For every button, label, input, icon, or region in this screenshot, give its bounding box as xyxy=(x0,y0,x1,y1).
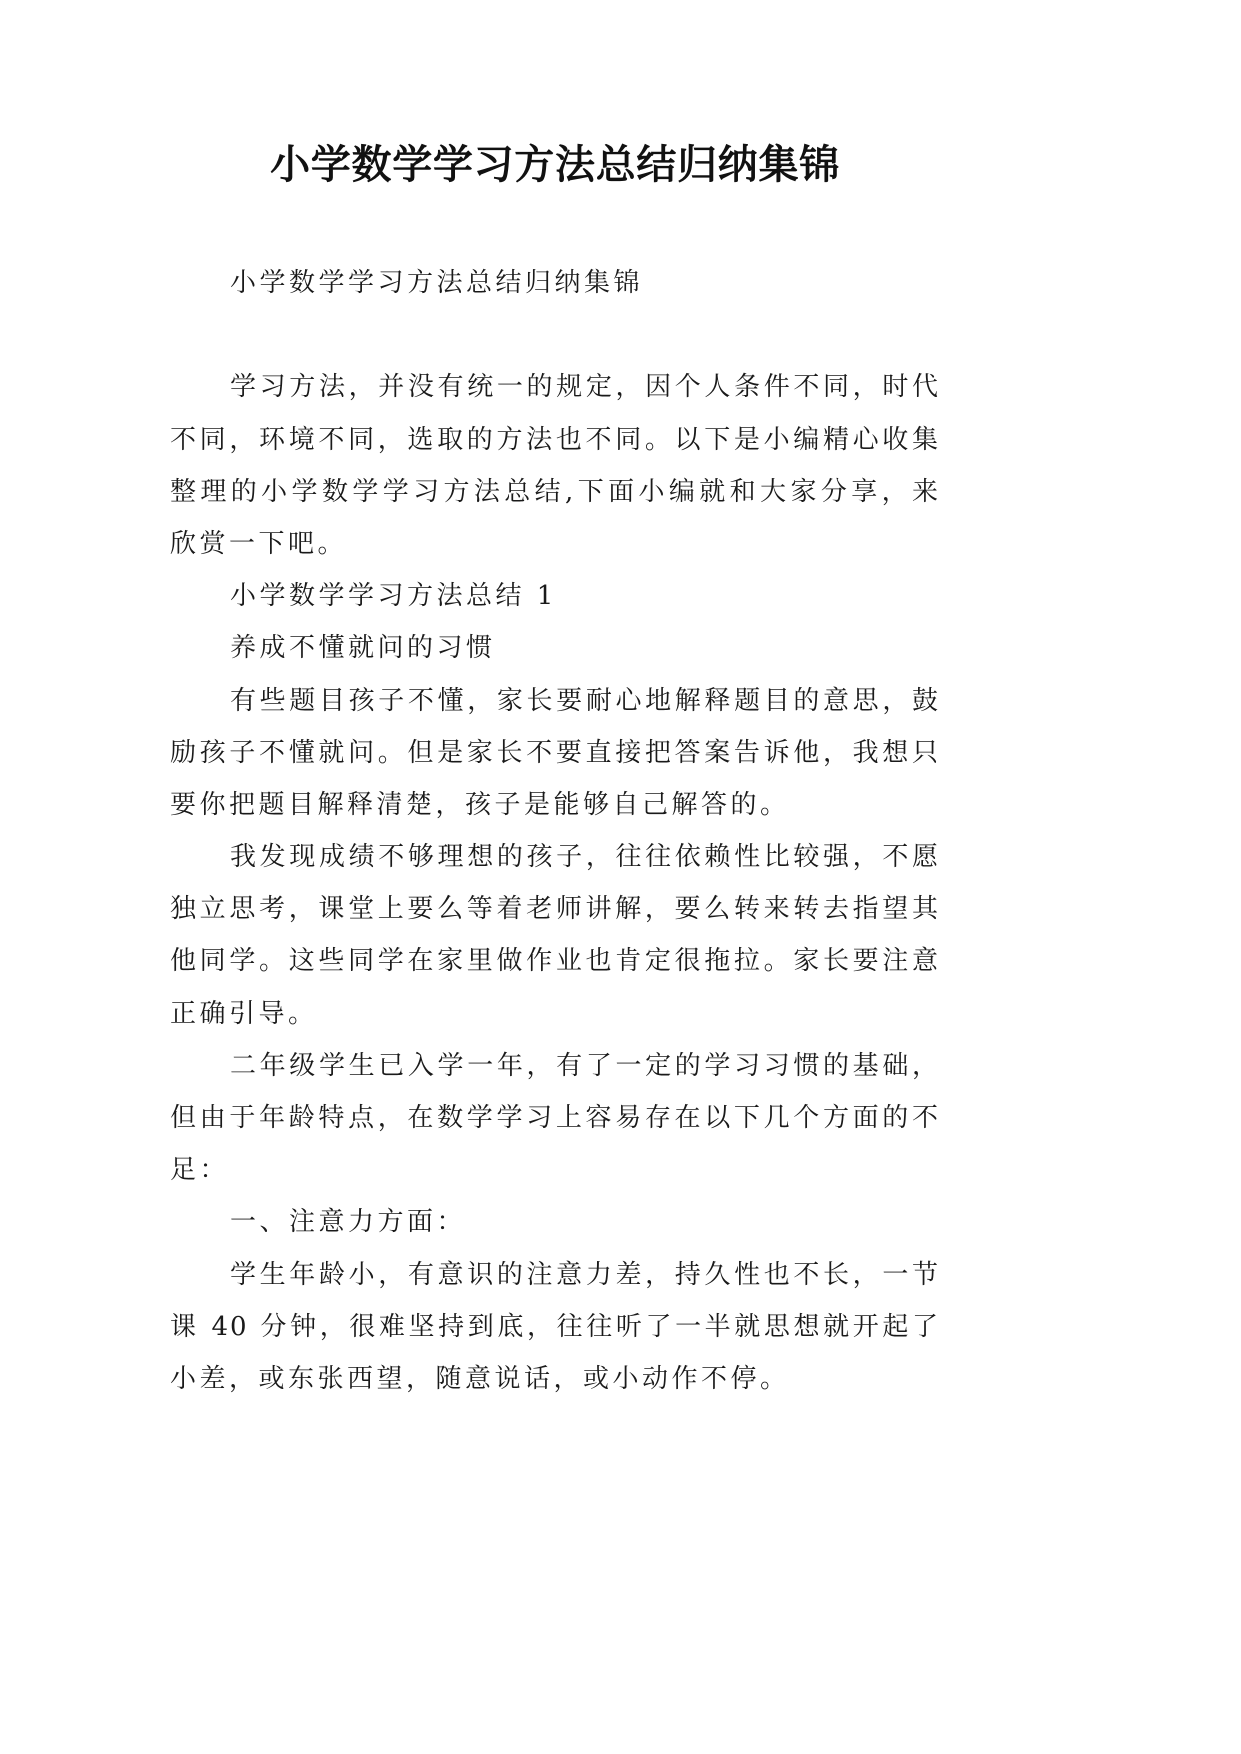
body-paragraph xyxy=(170,675,940,832)
paragraph-line: 小差，或东张西望，随意说话，或小动作不停。 xyxy=(170,1363,790,1394)
document-body xyxy=(170,257,940,1405)
subtitle-line: 小学数学学习方法总结归纳集锦 xyxy=(230,268,644,298)
paragraph-line: 学习方法，并没有统一的规定，因个人条件不同，时代 xyxy=(230,372,940,403)
paragraph-line: 但由于年龄特点，在数学学习上容易存在以下几个方面的不 xyxy=(170,1103,940,1133)
paragraph-line: 不同，环境不同，选取的方法也不同。以下是小编精心收集 xyxy=(170,424,940,455)
subsection-heading xyxy=(170,622,940,674)
paragraph-line: 有些题目孩子不懂，家长要耐心地解释题目的意思，鼓 xyxy=(230,685,940,716)
paragraph-line: 正确引导。 xyxy=(170,998,318,1029)
paragraph-line: 整理的小学数学学习方法总结,下面小编就和大家分享，来 xyxy=(170,476,940,507)
paragraph-line: 学生年龄小，有意识的注意力差，持久性也不长，一节 xyxy=(230,1259,940,1290)
body-paragraph xyxy=(170,831,940,1040)
paragraph-line: 独立思考，课堂上要么等着老师讲解，要么转来转去指望其 xyxy=(170,894,940,925)
list-heading xyxy=(170,1196,940,1248)
subtitle-paragraph xyxy=(170,257,940,309)
paragraph-line: 他同学。这些同学在家里做作业也肯定很拖拉。家长要注意 xyxy=(170,946,940,977)
document-title: 小学数学学习方法总结归纳集锦 xyxy=(270,141,840,188)
paragraph-line: 我发现成绩不够理想的孩子，往往依赖性比较强，不愿 xyxy=(230,842,940,873)
paragraph-line: 要你把题目解释清楚，孩子是能够自己解答的。 xyxy=(170,789,790,820)
paragraph-line: 励孩子不懂就问。但是家长不要直接把答案告诉他，我想只 xyxy=(170,737,940,768)
body-paragraph xyxy=(170,1249,940,1406)
subsection-heading-line: 养成不懂就问的习惯 xyxy=(230,633,496,664)
intro-paragraph xyxy=(170,361,940,570)
body-paragraph xyxy=(170,1040,940,1197)
section-heading-line: 小学数学学习方法总结 1 xyxy=(230,581,557,612)
paragraph-line: 二年级学生已入学一年，有了一定的学习习惯的基础， xyxy=(230,1050,940,1081)
paragraph-line: 欣赏一下吧。 xyxy=(170,528,348,559)
blank-line xyxy=(170,309,940,361)
list-heading-line: 一、注意力方面： xyxy=(230,1207,467,1238)
paragraph-line: 足： xyxy=(170,1155,230,1186)
section-heading xyxy=(170,570,940,622)
paragraph-line: 课 40 分钟，很难坚持到底，往往听了一半就思想就开起了 xyxy=(170,1311,940,1342)
